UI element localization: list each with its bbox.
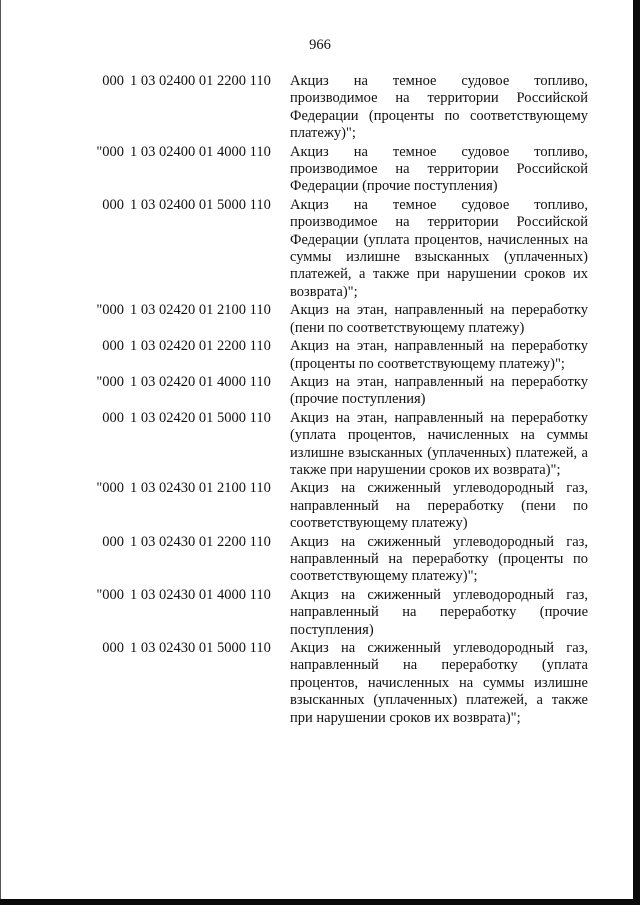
table-row	[0, 73, 640, 143]
table-row	[0, 534, 640, 586]
budget-code-table	[0, 73, 640, 727]
income-description: Акциз на сжиженный углеводородный газ, направленный на переработку (пени по соответствующему платежу)	[290, 480, 588, 532]
budget-classification-code: 1 03 02420 01 5000 110	[130, 409, 271, 426]
page-number: 966	[309, 37, 331, 53]
admin-code: "000	[96, 302, 124, 319]
income-description: Акциз на этан, направленный на переработку (прочие поступления)	[290, 373, 588, 408]
table-row	[0, 587, 640, 639]
budget-classification-code: 1 03 02420 01 2100 110	[130, 302, 271, 319]
budget-classification-code: 1 03 02420 01 2200 110	[130, 338, 271, 355]
income-description: Акциз на этан, направленный на переработку (пени по соответствующему платежу)	[290, 302, 588, 336]
budget-classification-code: 1 03 02430 01 2200 110	[130, 533, 271, 550]
budget-classification-code: 1 03 02430 01 4000 110	[130, 586, 271, 603]
income-description: Акциз на темное судовое топливо, производимое на территории Российской Федерации (проценты по соответствующему платежу)";	[290, 73, 588, 142]
budget-classification-code: 1 03 02400 01 5000 110	[130, 196, 271, 213]
budget-classification-code: 1 03 02430 01 2100 110	[130, 480, 271, 497]
table-row	[0, 144, 640, 196]
income-description: Акциз на темное судовое топливо, производимое на территории Российской Федерации (уплата процентов, начисленных на суммы излишне взысканных (уплаченных) платежей, а также при нарушении сроков их возврата)";	[290, 196, 588, 300]
table-row	[0, 197, 640, 301]
table-row	[0, 640, 640, 727]
table-row	[0, 302, 640, 337]
income-description: Акциз на сжиженный углеводородный газ, направленный на переработку (прочие поступления)	[290, 586, 588, 638]
budget-classification-code: 1 03 02400 01 2200 110	[130, 73, 271, 89]
admin-code: 000	[102, 73, 124, 89]
income-description: Акциз на сжиженный углеводородный газ, направленный на переработку (проценты по соответствующему платежу)";	[290, 533, 588, 585]
admin-code: "000	[96, 143, 124, 160]
budget-classification-code: 1 03 02400 01 4000 110	[130, 143, 271, 160]
admin-code: 000	[102, 409, 124, 426]
admin-code: "000	[96, 373, 124, 390]
admin-code: "000	[96, 480, 124, 497]
admin-code: "000	[96, 586, 124, 603]
admin-code: 000	[102, 196, 124, 213]
table-row	[0, 338, 640, 373]
income-description: Акциз на этан, направленный на переработку (проценты по соответствующему платежу)";	[290, 338, 588, 372]
budget-classification-code: 1 03 02420 01 4000 110	[130, 373, 271, 390]
page-edge-bottom	[0, 899, 640, 905]
admin-code: 000	[102, 338, 124, 355]
admin-code: 000	[102, 640, 124, 656]
budget-classification-code: 1 03 02430 01 5000 110	[130, 640, 271, 656]
admin-code: 000	[102, 533, 124, 550]
income-description: Акциз на темное судовое топливо, производимое на территории Российской Федерации (прочие поступления)	[290, 143, 588, 195]
income-description: Акциз на этан, направленный на переработку (уплата процентов, начисленных на суммы излишне взысканных (уплаченных) платежей, а также при нарушении сроков их возврата)";	[290, 409, 588, 478]
table-row	[0, 374, 640, 409]
table-row	[0, 480, 640, 532]
income-description: Акциз на сжиженный углеводородный газ, направленный на переработку (уплата процентов, начисленных на суммы излишне взысканных (уплаченных) платежей, а также при нарушении сроков их возврата)";	[290, 640, 588, 726]
table-row	[0, 410, 640, 480]
